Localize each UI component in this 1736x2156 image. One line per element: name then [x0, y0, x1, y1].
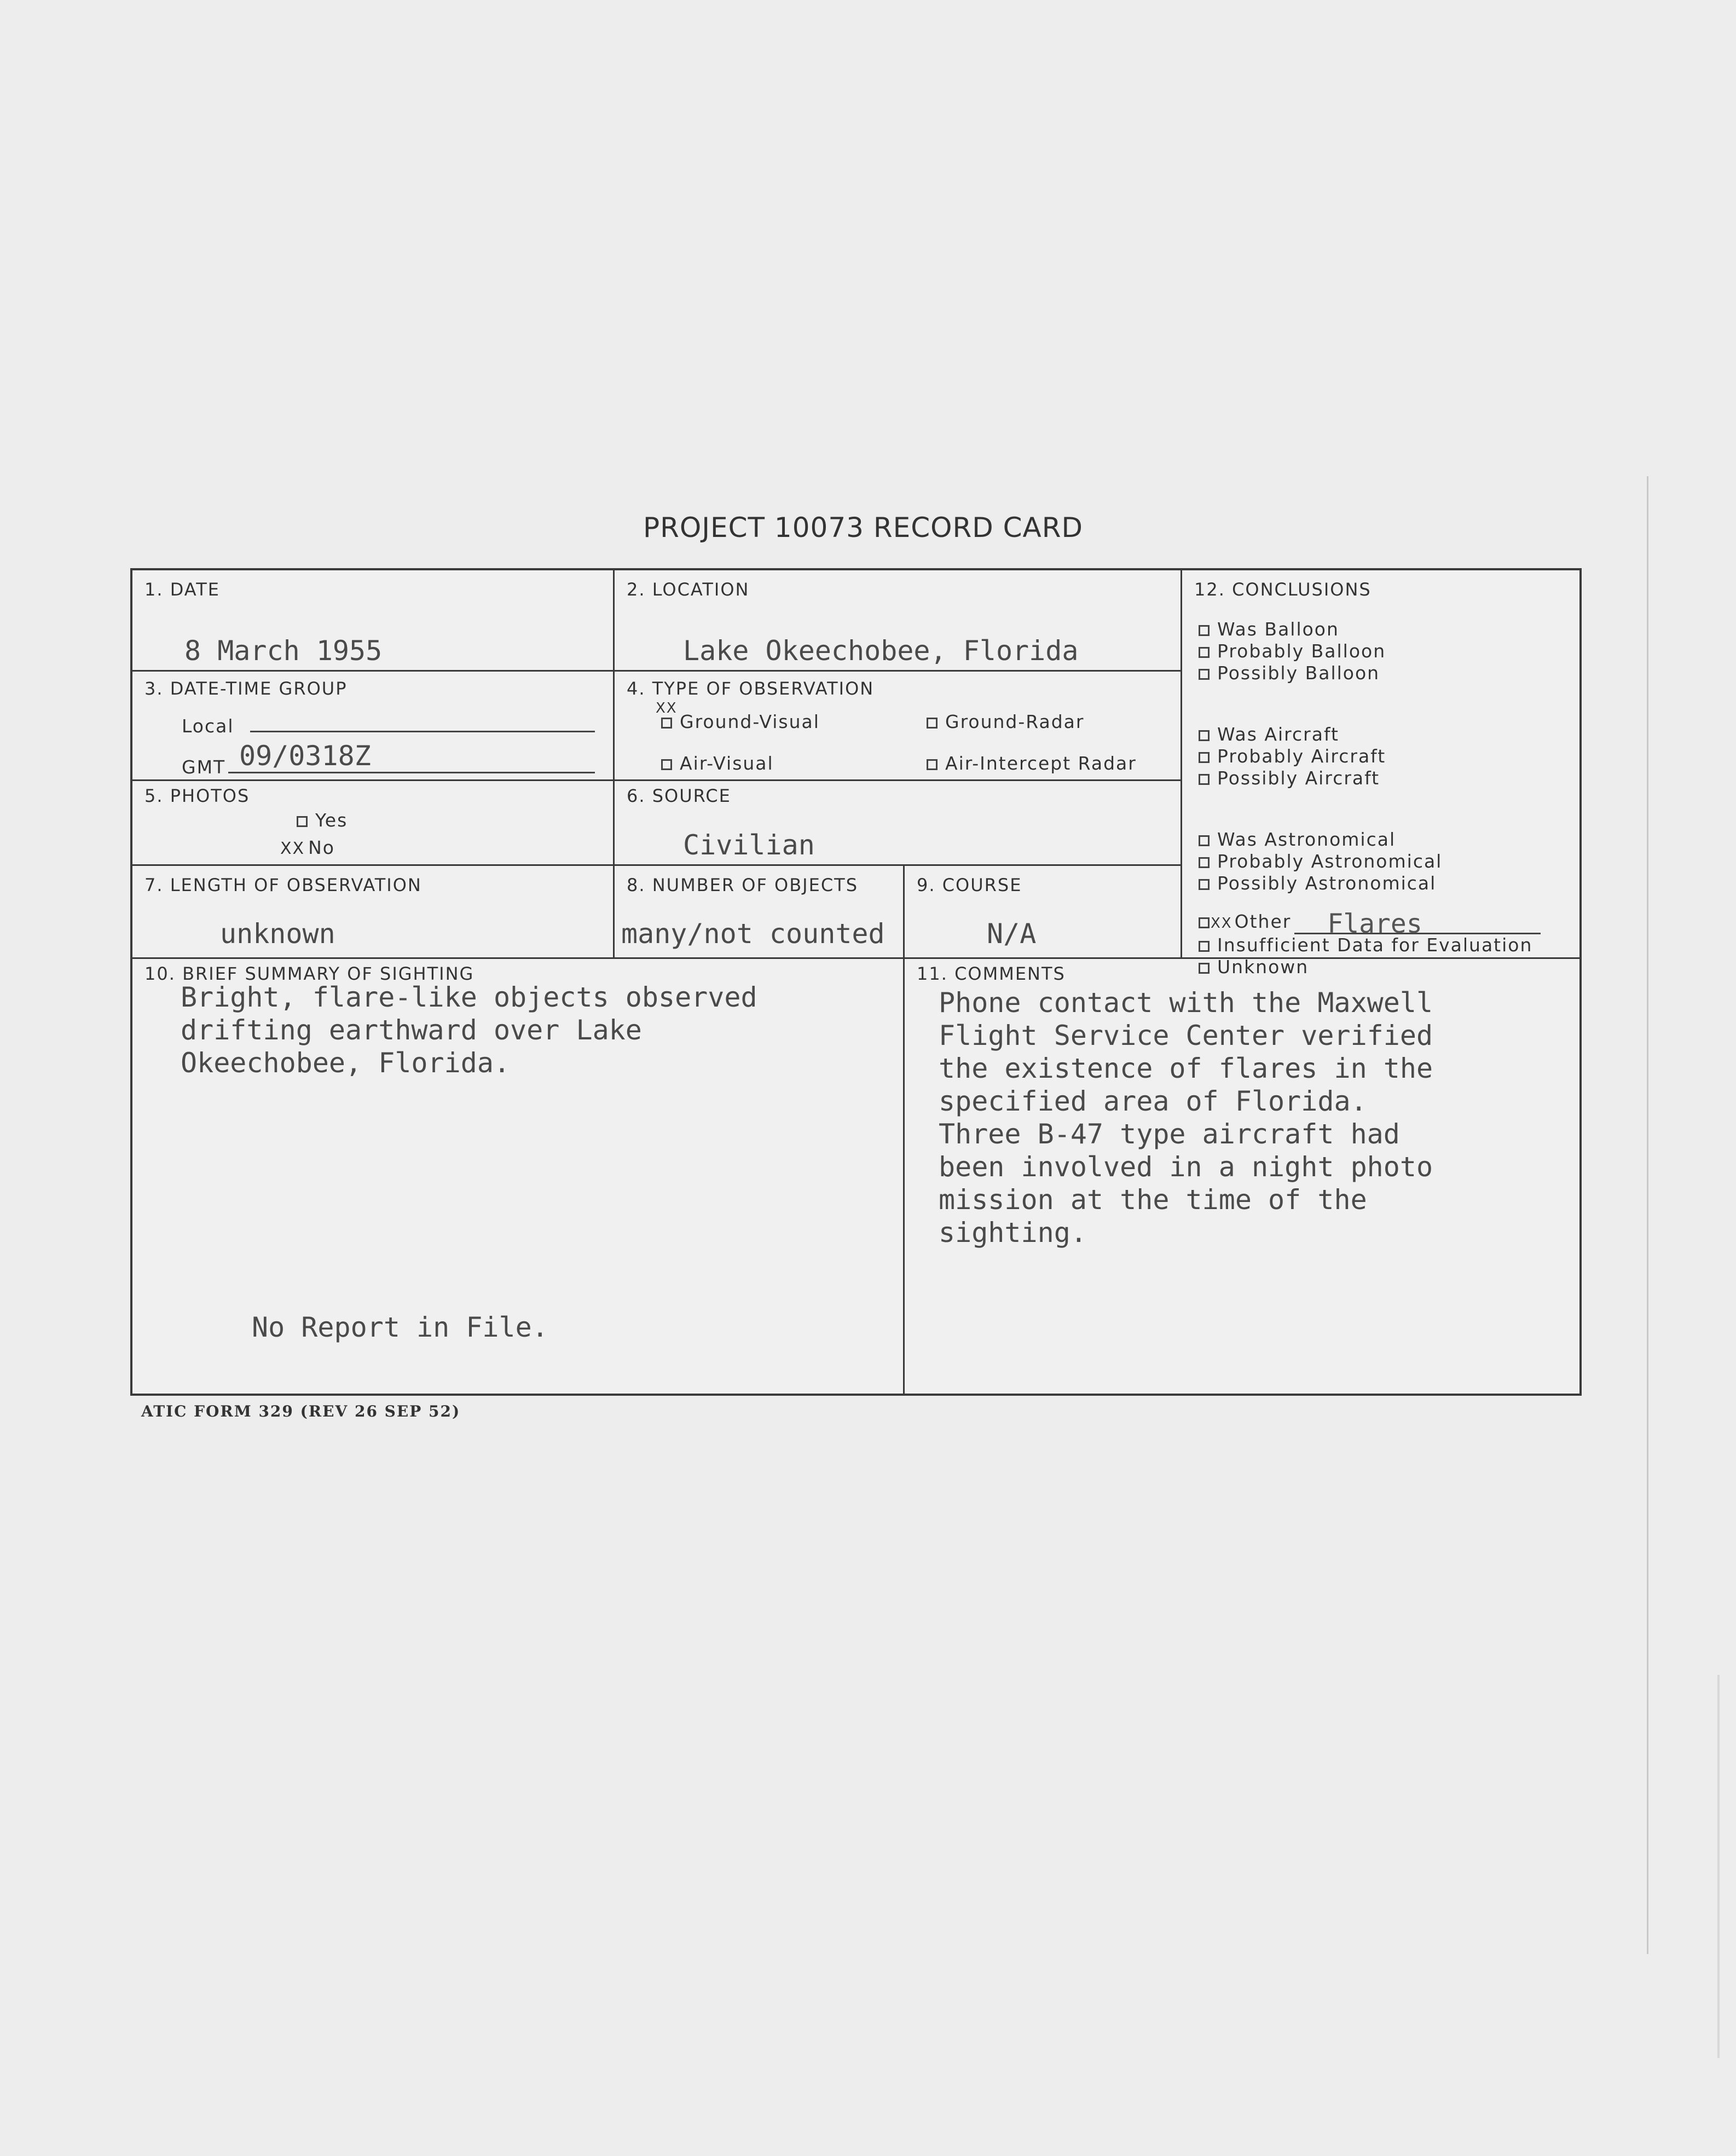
comment-line: been involved in a night photo	[939, 1151, 1433, 1183]
conclusion-other: XX Other Flares	[1199, 911, 1541, 934]
checkbox-icon	[661, 718, 672, 729]
gmt-label: GMT	[182, 756, 226, 778]
comments-text	[939, 986, 1433, 1249]
date-label: 1. DATE	[144, 579, 220, 600]
objects-cell	[615, 866, 905, 959]
gmt-line	[228, 772, 595, 773]
date-value: 8 March 1955	[184, 635, 383, 667]
conclusions-list	[1199, 619, 1541, 978]
objects-value: many/not counted	[621, 918, 885, 950]
comment-line: the existence of flares in the	[939, 1053, 1433, 1084]
course-value: N/A	[987, 918, 1037, 950]
conclusion-possibly-astronomical: Possibly Astronomical	[1199, 872, 1541, 894]
objects-label: 8. NUMBER OF OBJECTS	[627, 875, 859, 895]
checkbox-icon	[1199, 941, 1210, 952]
comment-line: Three B-47 type aircraft had	[939, 1118, 1400, 1150]
summary-cell	[132, 959, 905, 1395]
summary-line: Bright, flare-like objects observed	[181, 981, 757, 1013]
checkbox-icon	[1199, 625, 1210, 636]
checkbox-icon	[927, 759, 938, 770]
length-value: unknown	[220, 918, 335, 950]
conclusion-probably-astronomical: Probably Astronomical	[1199, 851, 1541, 872]
summary-line: Okeechobee, Florida.	[181, 1047, 511, 1079]
checkbox-icon	[1199, 774, 1210, 785]
observation-type-cell	[615, 672, 1182, 781]
length-cell	[132, 866, 615, 959]
conclusion-possibly-balloon: Possibly Balloon	[1199, 662, 1541, 684]
form-footer: ATIC FORM 329 (REV 26 SEP 52)	[141, 1402, 461, 1420]
photos-no-check-mark: XX	[280, 839, 305, 858]
no-report-note: No Report in File.	[252, 1311, 548, 1343]
comments-cell	[905, 959, 1579, 1395]
comment-line: sighting.	[939, 1217, 1087, 1248]
date-time-group-cell	[132, 672, 615, 781]
conclusion-unknown: Unknown	[1199, 956, 1541, 978]
ground-visual-check-mark: XX	[656, 700, 678, 716]
course-cell	[905, 866, 1182, 959]
date-cell	[132, 570, 615, 672]
photos-cell	[132, 781, 615, 866]
source-cell	[615, 781, 1182, 866]
page-edge-shadow	[1647, 476, 1648, 1954]
comment-line: Phone contact with the Maxwell	[939, 987, 1433, 1019]
summary-label: 10. BRIEF SUMMARY OF SIGHTING	[144, 963, 474, 984]
ground-radar-option: Ground-Radar	[927, 711, 1084, 732]
checkbox-icon	[1199, 835, 1210, 846]
location-cell	[615, 570, 1182, 672]
page-edge-shadow-lower	[1717, 1675, 1720, 2058]
conclusion-probably-aircraft: Probably Aircraft	[1199, 745, 1541, 767]
photos-no-option: XX No	[280, 837, 335, 858]
photos-label: 5. PHOTOS	[144, 785, 250, 806]
card-title: PROJECT 10073 RECORD CARD	[643, 512, 1083, 544]
source-label: 6. SOURCE	[627, 785, 731, 806]
checkbox-icon	[1199, 752, 1210, 763]
photos-yes-option: Yes	[297, 810, 348, 831]
air-visual-option: Air-Visual	[661, 753, 774, 774]
conclusion-possibly-aircraft: Possibly Aircraft	[1199, 767, 1541, 789]
conclusion-was-astronomical: Was Astronomical	[1199, 829, 1541, 851]
summary-text	[181, 981, 757, 1079]
other-value: Flares	[1327, 909, 1422, 939]
conclusions-cell	[1182, 570, 1579, 978]
comments-label: 11. COMMENTS	[917, 963, 1066, 984]
local-label: Local	[182, 715, 234, 737]
checkbox-icon	[1199, 647, 1210, 658]
conclusions-label: 12. CONCLUSIONS	[1194, 579, 1372, 600]
checkbox-icon	[1199, 917, 1210, 928]
conclusion-was-aircraft: Was Aircraft	[1199, 724, 1541, 745]
conclusion-was-balloon: Was Balloon	[1199, 619, 1541, 640]
course-label: 9. COURSE	[917, 875, 1022, 895]
ground-visual-option: Ground-Visual	[661, 711, 820, 732]
checkbox-icon	[1199, 669, 1210, 680]
air-intercept-option: Air-Intercept Radar	[927, 753, 1137, 774]
checkbox-icon	[661, 759, 672, 770]
other-check-mark: XX	[1211, 915, 1232, 932]
source-value: Civilian	[683, 829, 815, 861]
comment-line: Flight Service Center verified	[939, 1020, 1433, 1051]
conclusion-insufficient-data: Insufficient Data for Evaluation	[1199, 934, 1541, 956]
gmt-value: 09/0318Z	[239, 740, 371, 772]
checkbox-icon	[1199, 730, 1210, 741]
conclusion-probably-balloon: Probably Balloon	[1199, 640, 1541, 662]
location-value: Lake Okeechobee, Florida	[683, 635, 1079, 667]
observation-type-label: 4. TYPE OF OBSERVATION	[627, 678, 875, 699]
dtg-label: 3. DATE-TIME GROUP	[144, 678, 348, 699]
checkbox-icon	[1199, 857, 1210, 868]
comment-line: specified area of Florida.	[939, 1085, 1367, 1117]
checkbox-icon	[927, 718, 938, 729]
summary-line: drifting earthward over Lake	[181, 1014, 642, 1046]
local-line	[250, 731, 595, 732]
checkbox-icon	[297, 816, 308, 827]
location-label: 2. LOCATION	[627, 579, 750, 600]
record-card	[130, 568, 1582, 1396]
checkbox-icon	[1199, 879, 1210, 890]
comment-line: mission at the time of the	[939, 1184, 1367, 1216]
length-label: 7. LENGTH OF OBSERVATION	[144, 875, 422, 895]
